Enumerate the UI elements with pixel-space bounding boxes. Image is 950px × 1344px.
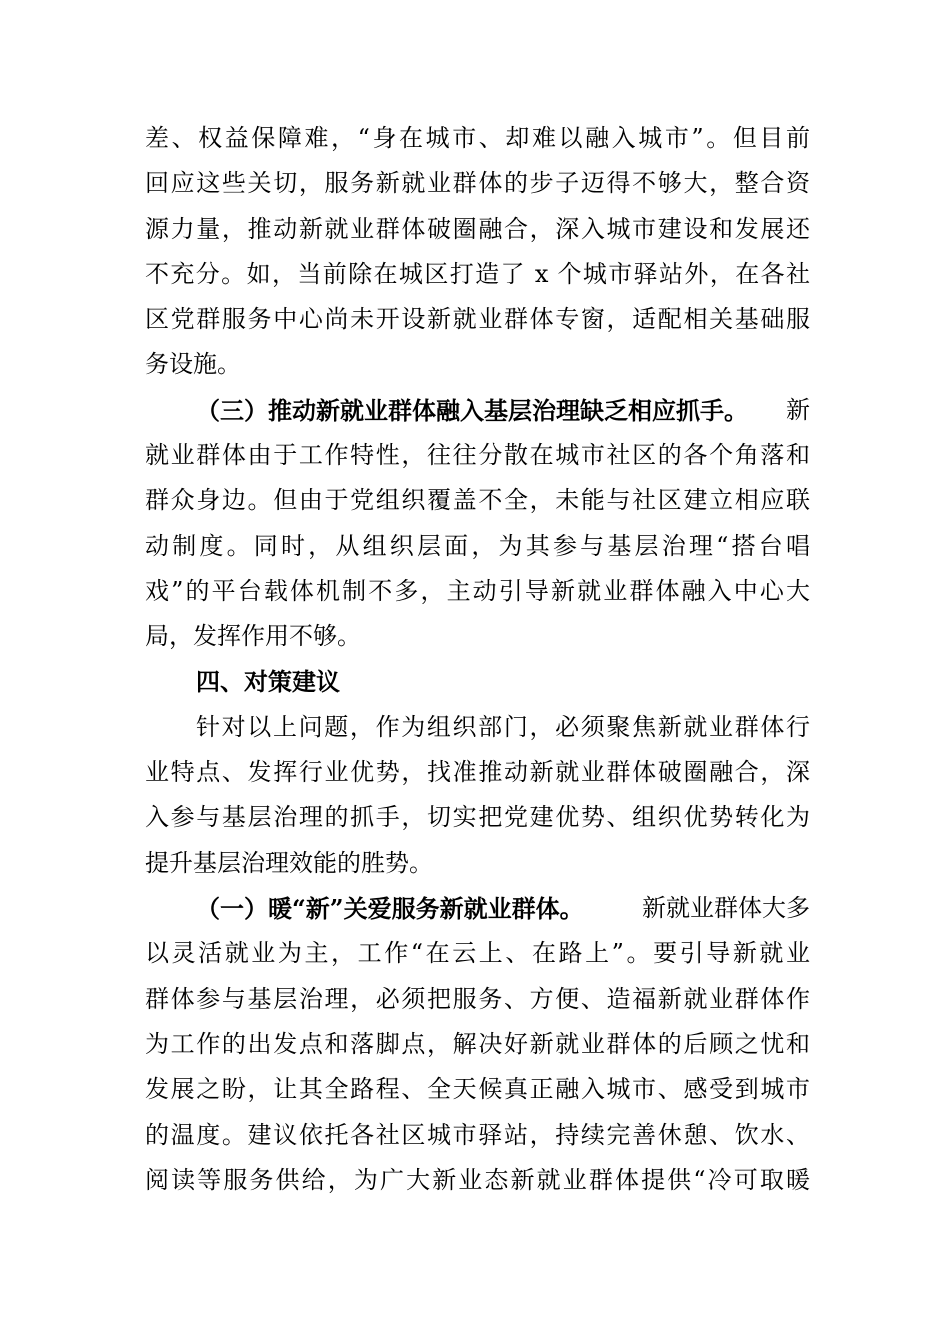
text-fragment: 新就业群体大多 — [642, 894, 810, 923]
text-line: 戏”的平台载体机制不多，主动引导新就业群体融入中心大 — [145, 576, 810, 605]
text-line: 区党群服务中心尚未开设新就业群体专窗，适配相关基础服 — [145, 305, 810, 334]
text-line: 提升基层治理效能的胜势。 — [145, 848, 433, 877]
text-line: 为工作的出发点和落脚点，解决好新就业群体的后顾之忧和 — [145, 1029, 810, 1058]
text-line: 务设施。 — [145, 350, 241, 379]
text-line: 阅读等服务供给，为广大新业态新就业群体提供“冷可取暖 — [145, 1165, 810, 1194]
subheading-line — [145, 886, 810, 931]
text-line: 不充分。如，当前除在城区打造了 x 个城市驿站外，在各社 — [145, 259, 810, 288]
text-line: 业特点、发挥行业优势，找准推动新就业群体破圈融合，深 — [145, 758, 810, 787]
text-line: 就业群体由于工作特性，往往分散在城市社区的各个角落和 — [145, 441, 810, 470]
subheading-1: （一）暖“新”关爱服务新就业群体。 — [196, 894, 584, 924]
text-line: 群体参与基层治理，必须把服务、方便、造福新就业群体作 — [145, 984, 810, 1013]
text-line: 的温度。建议依托各社区城市驿站，持续完善休憩、饮水、 — [145, 1120, 810, 1149]
text-line: 针对以上问题，作为组织部门，必须聚焦新就业群体行 — [196, 712, 810, 741]
section-heading: 四、对策建议 — [196, 667, 340, 696]
text-line: 群众身边。但由于党组织覆盖不全，未能与社区建立相应联 — [145, 486, 810, 515]
text-line: 源力量，推动新就业群体破圈融合，深入城市建设和发展还 — [145, 214, 810, 243]
subheading-line — [145, 388, 810, 433]
text-line: 以灵活就业为主，工作“在云上、在路上”。要引导新就业 — [145, 939, 810, 968]
subheading-3: （三）推动新就业群体融入基层治理缺乏相应抓手。 — [196, 395, 748, 425]
text-line: 局，发挥作用不够。 — [145, 622, 361, 651]
text-fragment: 新 — [786, 395, 810, 424]
document-body — [145, 116, 810, 1203]
text-line: 差、权益保障难，“身在城市、却难以融入城市”。但目前 — [145, 124, 810, 152]
text-line: 动制度。同时，从组织层面，为其参与基层治理“搭台唱 — [145, 531, 810, 560]
text-line: 回应这些关切，服务新就业群体的步子迈得不够大，整合资 — [145, 169, 810, 198]
text-line: 入参与基层治理的抓手，切实把党建优势、组织优势转化为 — [145, 803, 810, 832]
text-line: 发展之盼，让其全路程、全天候真正融入城市、感受到城市 — [145, 1075, 810, 1104]
